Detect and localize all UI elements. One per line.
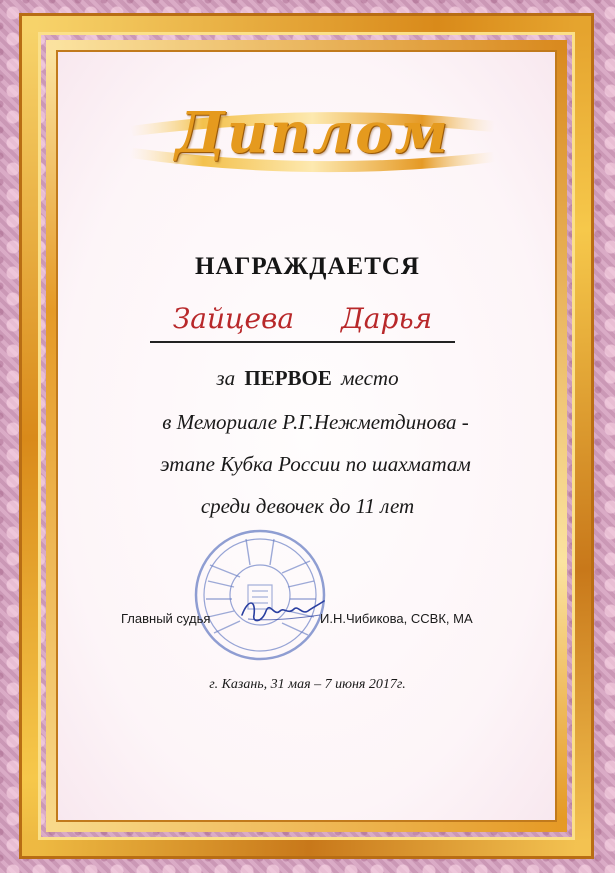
name-underline <box>150 341 455 343</box>
judge-name: И.Н.Чибикова, ССВК, МА <box>320 611 473 626</box>
award-place: ПЕРВОЕ <box>244 366 332 390</box>
judge-label: Главный судья <box>121 611 211 626</box>
recipient-name: Зайцева Дарья <box>172 302 433 335</box>
event-stage-line: этапе Кубка России по шахматам <box>160 452 471 476</box>
signature-icon <box>238 593 328 627</box>
event-name-line: в Мемориале Р.Г.Нежметдинова - <box>162 410 469 434</box>
award-place-suffix: место <box>341 366 399 390</box>
award-place-line <box>0 366 615 391</box>
award-place-prefix: за <box>216 366 236 390</box>
category-line: среди девочек до 11 лет <box>200 494 415 518</box>
diploma-title: Диплом <box>175 100 450 166</box>
place-and-date: г. Казань, 31 мая – 7 июня 2017г. <box>209 677 406 692</box>
awarded-heading: НАГРАЖДАЕТСЯ <box>195 253 420 280</box>
